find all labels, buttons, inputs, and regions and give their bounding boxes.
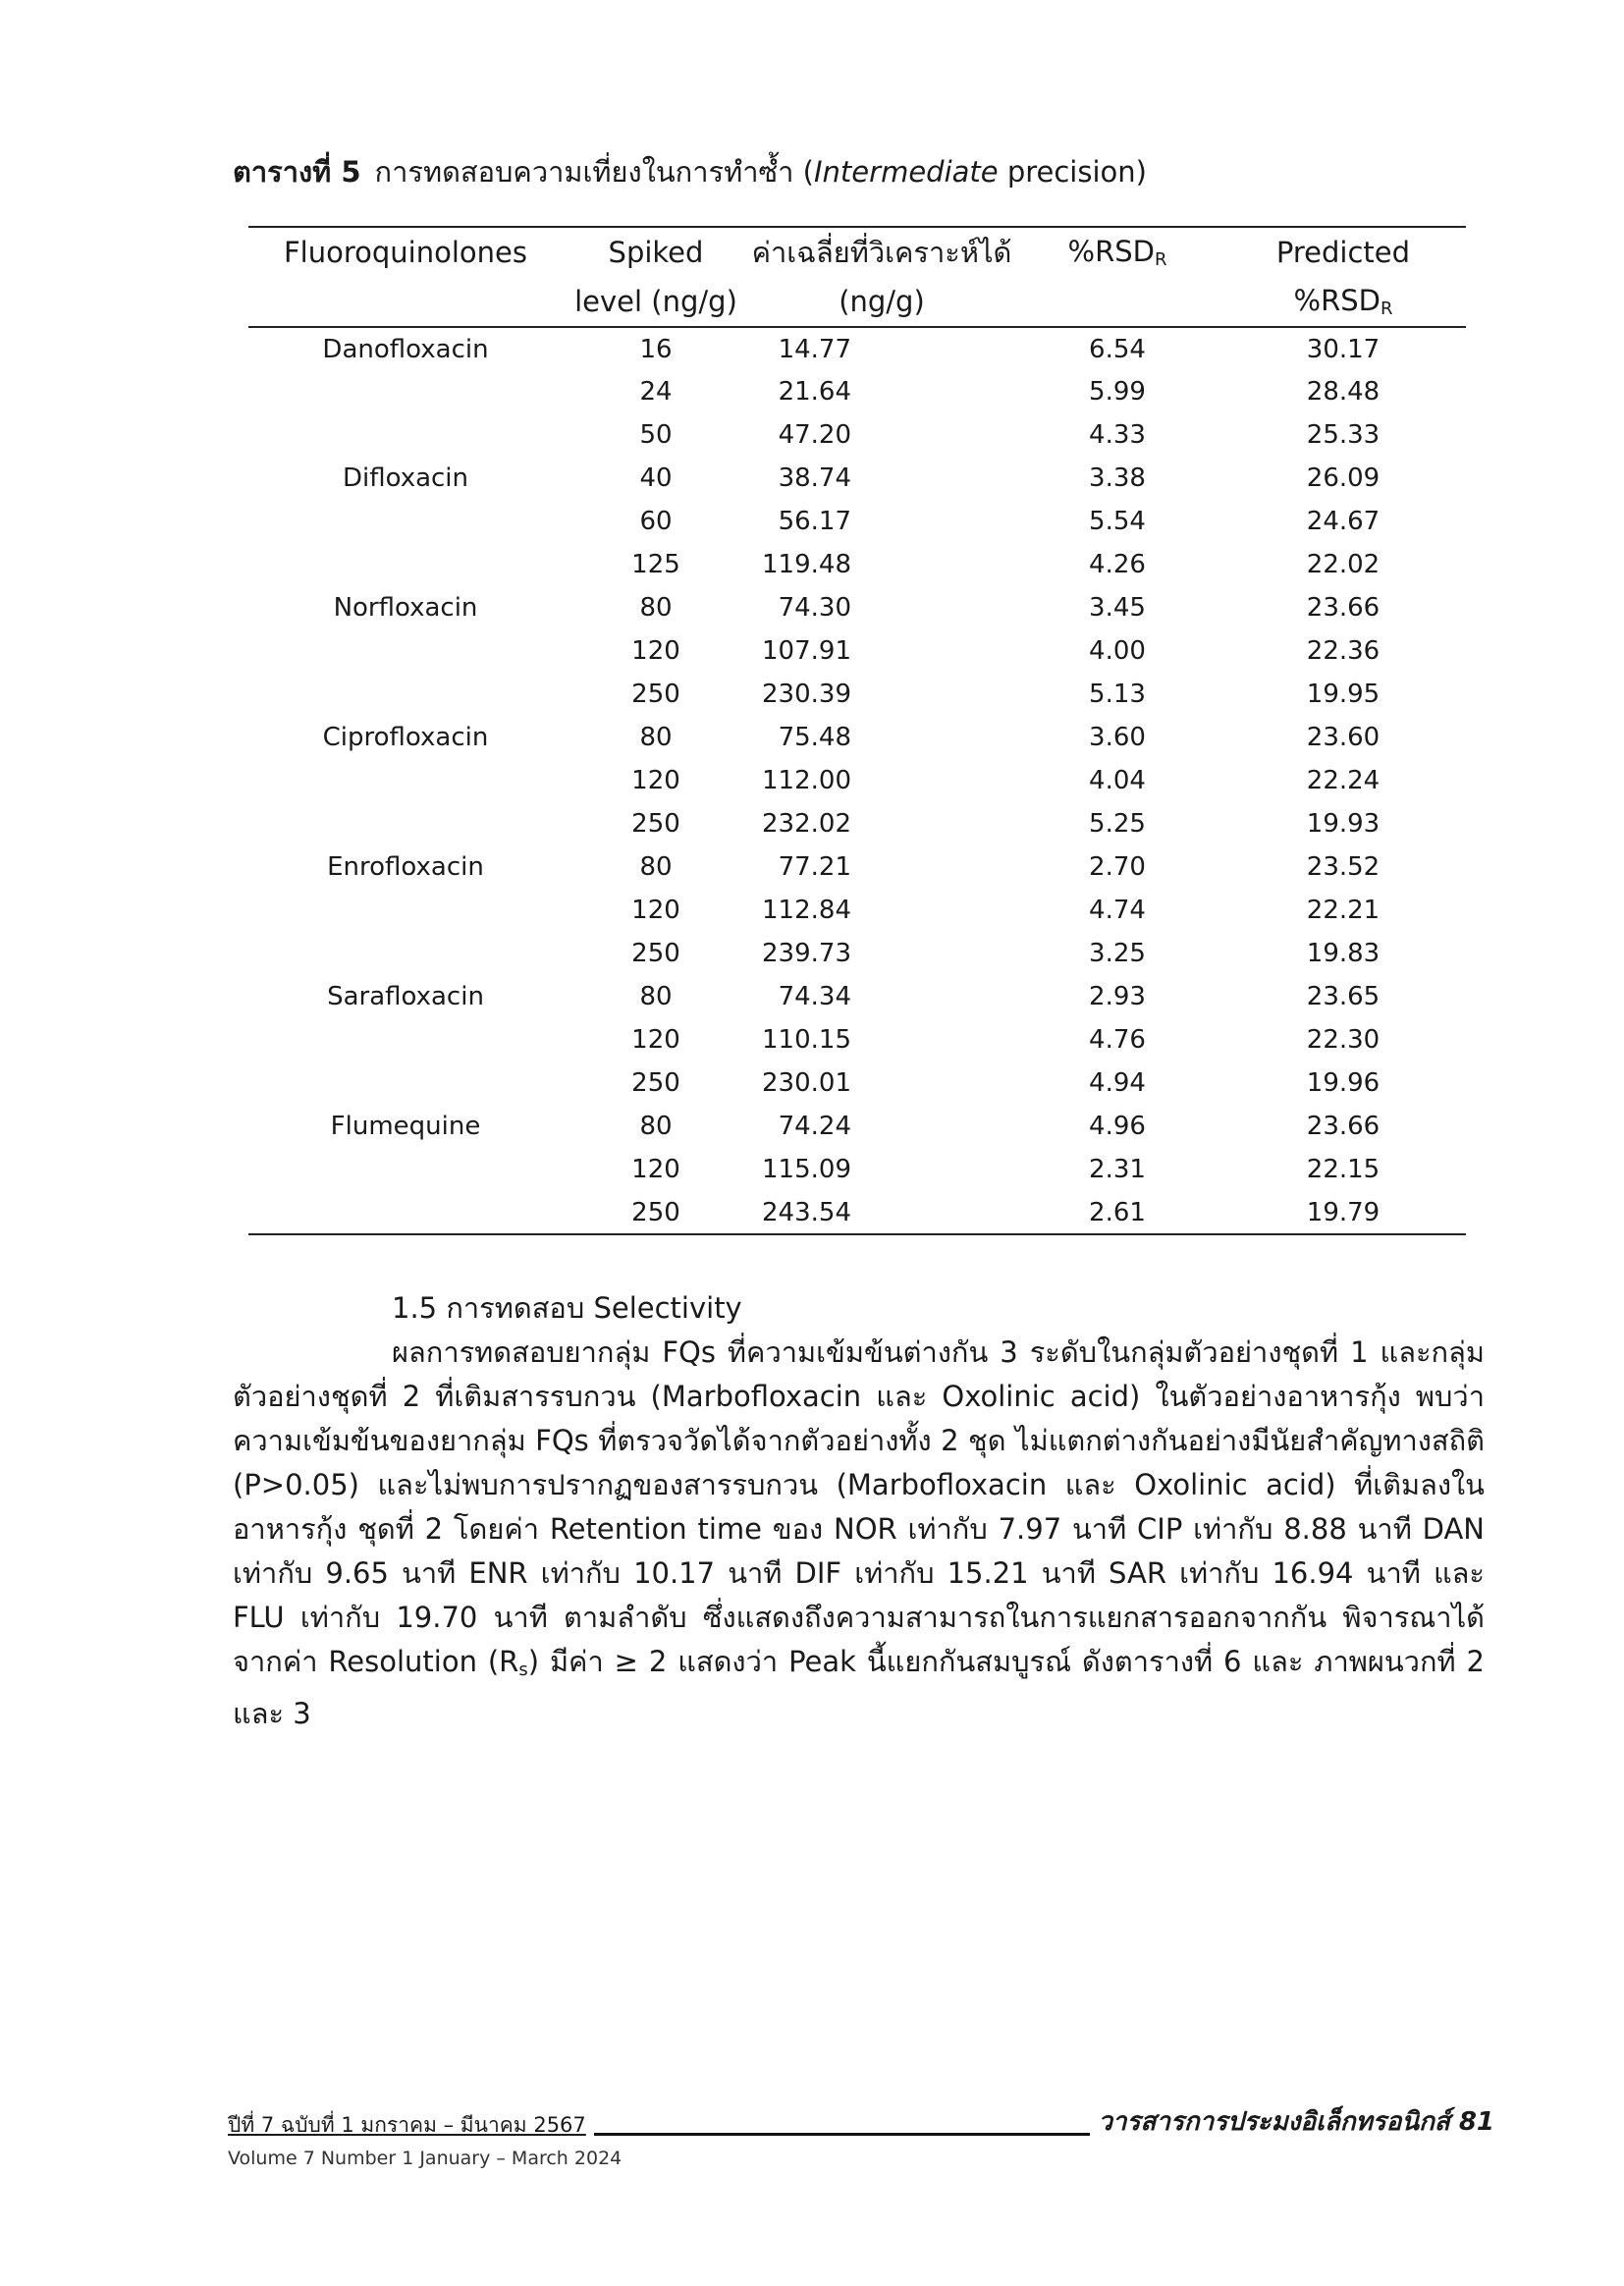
header-rsd-text: %RSD: [1067, 235, 1155, 268]
cell-predicted-rsd: 23.60: [1306, 723, 1380, 752]
cell-rsd: 5.25: [1089, 809, 1146, 839]
table-header-row-2: [248, 277, 1466, 327]
cell-predicted-rsd: 22.30: [1306, 1025, 1380, 1055]
cell-predicted-rsd: 19.95: [1306, 680, 1380, 709]
table-caption-title-suffix: precision): [998, 155, 1147, 189]
cell-predicted-rsd: 22.24: [1306, 766, 1380, 795]
cell-predicted-rsd: 26.09: [1306, 463, 1380, 493]
paragraph-subscript: s: [518, 1660, 528, 1680]
cell-predicted-rsd: 23.65: [1306, 982, 1380, 1011]
cell-mean-found: 110.15: [762, 1025, 851, 1055]
cell-predicted-rsd: 19.93: [1306, 809, 1380, 839]
header-rsd-sub: R: [1154, 249, 1167, 270]
table-row: [248, 413, 1466, 457]
table-caption-title-prefix: การทดสอบความเที่ยงในการทำซ้ำ (: [374, 155, 814, 189]
cell-spiked-level: 120: [631, 766, 680, 795]
cell-spiked-level: 50: [639, 420, 673, 450]
cell-mean-found: 74.24: [778, 1112, 851, 1141]
table-header-row-1: [248, 227, 1466, 277]
cell-mean-found: 107.91: [762, 636, 851, 666]
section-heading: 1.5 การทดสอบ Selectivity: [392, 1291, 742, 1325]
table-caption-title-italic: Intermediate: [814, 155, 999, 189]
cell-predicted-rsd: 22.36: [1306, 636, 1380, 666]
header-predicted-rsd: [1220, 277, 1466, 327]
table-row: [248, 543, 1466, 586]
cell-mean-found: 74.34: [778, 982, 851, 1011]
cell-spiked-level: 250: [631, 939, 680, 968]
cell-rsd: 4.74: [1089, 896, 1146, 925]
cell-rsd: 4.26: [1089, 550, 1146, 579]
cell-predicted-rsd: 22.15: [1306, 1155, 1380, 1184]
cell-predicted-rsd: 25.33: [1306, 420, 1380, 450]
cell-compound: [248, 543, 563, 586]
table-row: [248, 586, 1466, 629]
cell-mean-found: 75.48: [778, 723, 851, 752]
cell-spiked-level: 250: [631, 1197, 680, 1227]
cell-mean-found: 14.77: [778, 334, 851, 364]
page-footer: [228, 2101, 1494, 2169]
cell-predicted-rsd: 19.83: [1306, 939, 1380, 968]
table-row: [248, 327, 1466, 370]
header-predicted: Predicted: [1275, 236, 1411, 269]
cell-rsd: 2.70: [1089, 852, 1146, 882]
cell-predicted-rsd: 24.67: [1306, 507, 1380, 536]
table-row: [248, 845, 1466, 889]
cell-rsd: 4.76: [1089, 1025, 1146, 1055]
cell-mean-found: 232.02: [762, 809, 851, 839]
table-row: [248, 1061, 1466, 1105]
cell-spiked-level: 80: [639, 982, 673, 1011]
header-predicted-rsd-sub: R: [1380, 299, 1393, 319]
table-row: [248, 370, 1466, 413]
cell-mean-found: 112.84: [762, 896, 851, 925]
footer-volume-english: Volume 7 Number 1 January – March 2024: [228, 2148, 623, 2169]
cell-rsd: 4.33: [1089, 420, 1146, 450]
cell-compound: [248, 759, 563, 802]
cell-spiked-level: 125: [631, 550, 680, 579]
table-row: [248, 759, 1466, 802]
cell-mean-found: 112.00: [762, 766, 851, 795]
cell-compound: [248, 1191, 563, 1234]
cell-rsd: 4.96: [1089, 1112, 1146, 1141]
cell-compound: [248, 802, 563, 845]
cell-compound: Flumequine: [330, 1112, 481, 1141]
cell-predicted-rsd: 19.79: [1306, 1197, 1380, 1227]
cell-predicted-rsd: 22.02: [1306, 550, 1380, 579]
cell-spiked-level: 24: [639, 377, 673, 407]
table-row: [248, 500, 1466, 543]
cell-rsd: 6.54: [1089, 334, 1146, 364]
header-fluoroquinolones: Fluoroquinolones: [284, 236, 527, 269]
precision-table: [248, 226, 1466, 1235]
cell-compound: Ciprofloxacin: [322, 723, 489, 752]
table-row: [248, 889, 1466, 932]
cell-predicted-rsd: 19.96: [1306, 1068, 1380, 1098]
table-row: [248, 975, 1466, 1018]
footer-rule: [594, 2133, 1091, 2136]
cell-rsd: 2.31: [1089, 1155, 1146, 1184]
cell-mean-found: 230.01: [762, 1068, 851, 1098]
table-row: [248, 673, 1466, 716]
cell-predicted-rsd: 30.17: [1306, 334, 1380, 364]
cell-spiked-level: 80: [639, 593, 673, 623]
cell-compound: Norfloxacin: [333, 593, 478, 623]
footer-journal-title: วารสารการประมงอิเล็กทรอนิกส์ 81: [1098, 2107, 1494, 2137]
cell-spiked-level: 250: [631, 809, 680, 839]
cell-compound: [248, 1061, 563, 1105]
table-row: [248, 932, 1466, 975]
cell-predicted-rsd: 23.66: [1306, 593, 1380, 623]
header-empty-cell: [248, 277, 563, 327]
cell-spiked-level: 60: [639, 507, 673, 536]
cell-rsd: 5.99: [1089, 377, 1146, 407]
precision-table-wrap: [248, 226, 1466, 1235]
cell-spiked-level: 40: [639, 463, 673, 493]
cell-spiked-level: 80: [639, 1112, 673, 1141]
cell-rsd: 4.00: [1089, 636, 1146, 666]
header-mean-found: ค่าเฉลี่ยที่วิเคราะห์ได้: [751, 236, 1012, 269]
cell-compound: [248, 500, 563, 543]
cell-compound: [248, 1018, 563, 1061]
header-mean-unit: (ng/g): [839, 285, 925, 318]
table-caption: [233, 149, 1147, 194]
cell-mean-found: 243.54: [762, 1197, 851, 1227]
cell-mean-found: 77.21: [778, 852, 851, 882]
cell-spiked-level: 80: [639, 723, 673, 752]
selectivity-section: [233, 1286, 1485, 1736]
cell-compound: Difloxacin: [342, 463, 469, 493]
header-empty-cell-2: [1014, 277, 1220, 327]
cell-mean-found: 38.74: [778, 463, 851, 493]
section-paragraph: [233, 1331, 1485, 1736]
cell-mean-found: 239.73: [762, 939, 851, 968]
footer-row: [228, 2101, 1494, 2142]
footer-issue-thai: ปีที่ 7 ฉบับที่ 1 มกราคม – มีนาคม 2567: [228, 2113, 586, 2137]
cell-mean-found: 47.20: [778, 420, 851, 450]
cell-rsd: 4.94: [1089, 1068, 1146, 1098]
cell-rsd: 3.38: [1089, 463, 1146, 493]
cell-mean-found: 56.17: [778, 507, 851, 536]
cell-compound: [248, 629, 563, 673]
cell-mean-found: 74.30: [778, 593, 851, 623]
table-row: [248, 716, 1466, 759]
header-rsd: [1014, 227, 1220, 277]
cell-rsd: 3.60: [1089, 723, 1146, 752]
cell-mean-found: 115.09: [762, 1155, 851, 1184]
header-spiked: Spiked: [608, 236, 704, 269]
cell-mean-found: 21.64: [778, 377, 851, 407]
cell-compound: [248, 1148, 563, 1191]
table-row: [248, 1148, 1466, 1191]
cell-spiked-level: 250: [631, 1068, 680, 1098]
cell-compound: [248, 370, 563, 413]
cell-spiked-level: 120: [631, 1155, 680, 1184]
cell-rsd: 2.93: [1089, 982, 1146, 1011]
cell-rsd: 4.04: [1089, 766, 1146, 795]
header-predicted-rsd-text: %RSD: [1293, 284, 1380, 317]
cell-rsd: 2.61: [1089, 1197, 1146, 1227]
cell-spiked-level: 80: [639, 852, 673, 882]
paragraph-part-2: ) มีค่า ≥ 2 แสดงว่า Peak นี้แยกกันสมบูรณ์ ดังตารางที่ 6 และ ภาพผนวกที่ 2 และ 3: [233, 1645, 1485, 1730]
cell-rsd: 3.45: [1089, 593, 1146, 623]
cell-rsd: 5.54: [1089, 507, 1146, 536]
cell-rsd: 3.25: [1089, 939, 1146, 968]
cell-predicted-rsd: 28.48: [1306, 377, 1380, 407]
cell-spiked-level: 120: [631, 896, 680, 925]
table-caption-label: ตารางที่ 5: [233, 155, 361, 189]
cell-compound: [248, 413, 563, 457]
table-row: [248, 1018, 1466, 1061]
cell-rsd: 5.13: [1089, 680, 1146, 709]
cell-spiked-level: 16: [639, 334, 673, 364]
cell-compound: [248, 889, 563, 932]
cell-spiked-level: 120: [631, 1025, 680, 1055]
table-row: [248, 1191, 1466, 1234]
cell-mean-found: 119.48: [762, 550, 851, 579]
table-body: [248, 327, 1466, 1234]
header-spiked-unit: level (ng/g): [574, 285, 737, 318]
table-row: [248, 629, 1466, 673]
paragraph-part-1: ผลการทดสอบยากลุ่ม FQs ที่ความเข้มข้นต่างกัน 3 ระดับในกลุ่มตัวอย่างชุดที่ 1 และกลุ่มตัวอย่างชุดที่ 2 ที่เติมสารรบกวน (Marbofloxacin และ Oxolinic acid) ในตัวอย่างอาหารกุ้ง พบว่า ความเข้มข้นของยากลุ่ม FQs ที่ตรวจวัดได้จากตัวอย่างทั้ง 2 ชุด ไม่แตกต่างกันอย่างมีนัยสำคัญทางสถิติ (P>0.05) และไม่พบการปรากฏของสารรบกวน (Marbofloxacin และ Oxolinic acid) ที่เติมลงในอาหารกุ้ง ชุดที่ 2 โดยค่า Retention time ของ NOR เท่ากับ 7.97 นาที CIP เท่ากับ 8.88 นาที DAN เท่ากับ 9.65 นาที ENR เท่ากับ 10.17 นาที DIF เท่ากับ 15.21 นาที SAR เท่ากับ 16.94 นาที และ FLU เท่ากับ 19.70 นาที ตามลำดับ ซึ่งแสดงถึงความสามารถในการแยกสารออกจากกัน พิจารณาได้จากค่า Resolution (R: [233, 1335, 1485, 1678]
cell-compound: Danofloxacin: [322, 334, 489, 364]
cell-compound: Enrofloxacin: [327, 852, 484, 882]
table-row: [248, 457, 1466, 500]
cell-predicted-rsd: 22.21: [1306, 896, 1380, 925]
table-row: [248, 1105, 1466, 1148]
table-row: [248, 802, 1466, 845]
cell-mean-found: 230.39: [762, 680, 851, 709]
cell-compound: [248, 673, 563, 716]
cell-compound: Sarafloxacin: [327, 982, 484, 1011]
cell-spiked-level: 250: [631, 680, 680, 709]
cell-predicted-rsd: 23.66: [1306, 1112, 1380, 1141]
cell-compound: [248, 932, 563, 975]
cell-spiked-level: 120: [631, 636, 680, 666]
cell-predicted-rsd: 23.52: [1306, 852, 1380, 882]
